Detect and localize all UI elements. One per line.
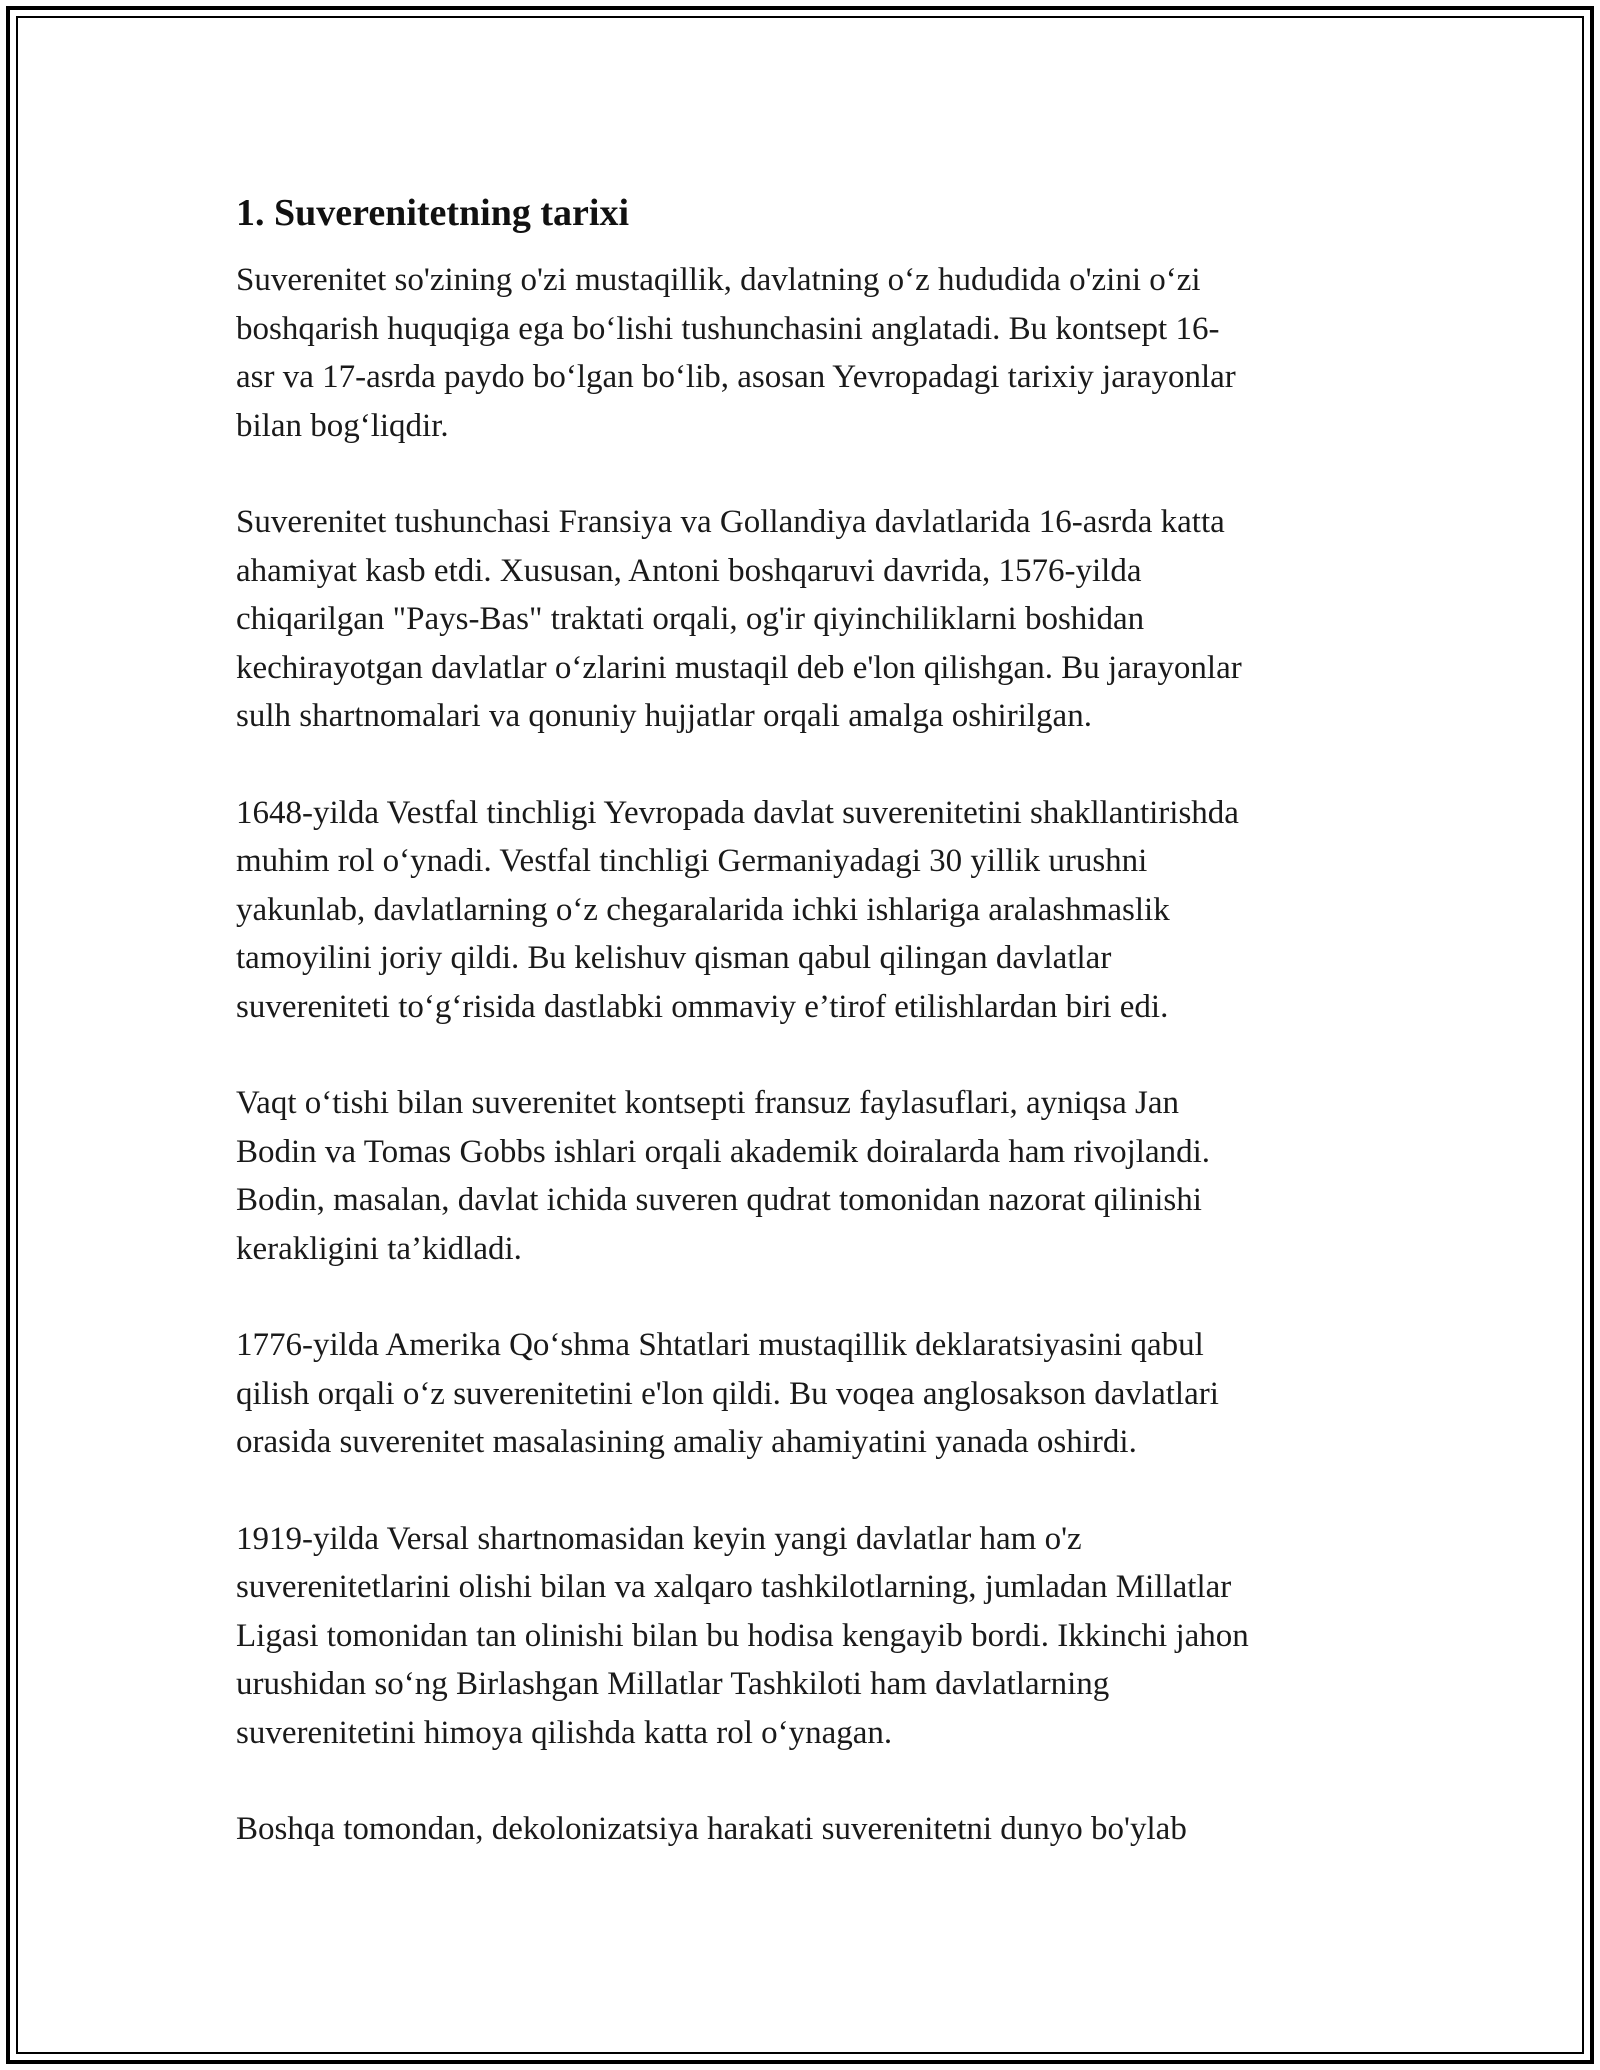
- text-line: sulh shartnomalari va qonuniy hujjatlar orqali amalga oshirilgan.: [236, 698, 1092, 734]
- document-body: [236, 188, 1366, 1902]
- text-line: orasida suverenitet masalasining amaliy ahamiyatini yanada oshirdi.: [236, 1424, 1137, 1460]
- text-line: Vaqt o‘tishi bilan suverenitet kontsepti fransuz faylasuflari, ayniqsa Jan: [236, 1085, 1179, 1121]
- text-line: Bodin, masalan, davlat ichida suveren qudrat tomonidan nazorat qilinishi: [236, 1182, 1202, 1218]
- text-line: suvereniteti to‘g‘risida dastlabki ommaviy e’tirof etilishlardan biri edi.: [236, 988, 1169, 1025]
- text-line: Bodin va Tomas Gobbs ishlari orqali akademik doiralarda ham rivojlandi.: [236, 1133, 1211, 1170]
- paragraph-4: [236, 1079, 1366, 1273]
- text-line: muhim rol o‘ynadi. Vestfal tinchligi Germaniyadagi 30 yillik urushni: [236, 843, 1148, 879]
- text-line: 1648-yilda Vestfal tinchligi Yevropada davlat suverenitetini shakllantirishda: [236, 794, 1239, 831]
- text-line: ahamiyat kasb etdi. Xususan, Antoni boshqaruvi davrida, 1576-yilda: [236, 552, 1142, 589]
- text-line: suverenitetini himoya qilishda katta rol o‘ynagan.: [236, 1714, 893, 1751]
- text-line: Ligasi tomonidan tan olinishi bilan bu hodisa kengayib bordi. Ikkinchi jahon: [236, 1617, 1249, 1654]
- text-line: Boshqa tomondan, dekolonizatsiya harakati suverenitetni dunyo bo'ylab: [236, 1811, 1187, 1847]
- paragraph-2: [236, 498, 1366, 741]
- text-line: tamoyilini joriy qildi. Bu kelishuv qisman qabul qilingan davlatlar: [236, 940, 1112, 976]
- paragraph-3: [236, 789, 1366, 1032]
- text-line: urushidan so‘ng Birlashgan Millatlar Tashkiloti ham davlatlarning: [236, 1666, 1110, 1702]
- paragraph-6: [236, 1515, 1366, 1758]
- text-line: chiqarilgan "Pays-Bas" traktati orqali, og'ir qiyinchiliklarni boshidan: [236, 601, 1145, 637]
- text-line: kechirayotgan davlatlar o‘zlarini mustaqil deb e'lon qilishgan. Bu jarayonlar: [236, 649, 1242, 686]
- paragraph-7: [236, 1805, 1366, 1854]
- text-line: qilish orqali o‘z suverenitetini e'lon qildi. Bu voqea anglosakson davlatlari: [236, 1375, 1219, 1412]
- text-line: bilan bog‘liqdir.: [236, 407, 449, 444]
- text-line: yakunlab, davlatlarning o‘z chegaralarida ichki ishlariga aralashmaslik: [236, 891, 1170, 928]
- text-line: 1776-yilda Amerika Qo‘shma Shtatlari mustaqillik deklaratsiyasini qabul: [236, 1327, 1204, 1363]
- text-line: Suverenitet so'zining o'zi mustaqillik, davlatning o‘z hududida o'zini o‘zi: [236, 262, 1201, 298]
- text-line: asr va 17-asrda paydo bo‘lgan bo‘lib, asosan Yevropadagi tarixiy jarayonlar: [236, 359, 1236, 395]
- text-line: boshqarish huquqiga ega bo‘lishi tushunchasini anglatadi. Bu kontsept 16-: [236, 310, 1220, 347]
- paragraph-5: [236, 1321, 1366, 1467]
- text-line: kerakligini ta’kidladi.: [236, 1230, 522, 1267]
- section-heading: 1. Suverenitetning tarixi: [236, 192, 630, 234]
- text-line: 1919-yilda Versal shartnomasidan keyin yangi davlatlar ham o'z: [236, 1520, 1082, 1557]
- text-line: suverenitetlarini olishi bilan va xalqaro tashkilotlarning, jumladan Millatlar: [236, 1569, 1232, 1605]
- text-line: Suverenitet tushunchasi Fransiya va Gollandiya davlatlarida 16-asrda katta: [236, 504, 1225, 540]
- paragraph-1: [236, 256, 1366, 450]
